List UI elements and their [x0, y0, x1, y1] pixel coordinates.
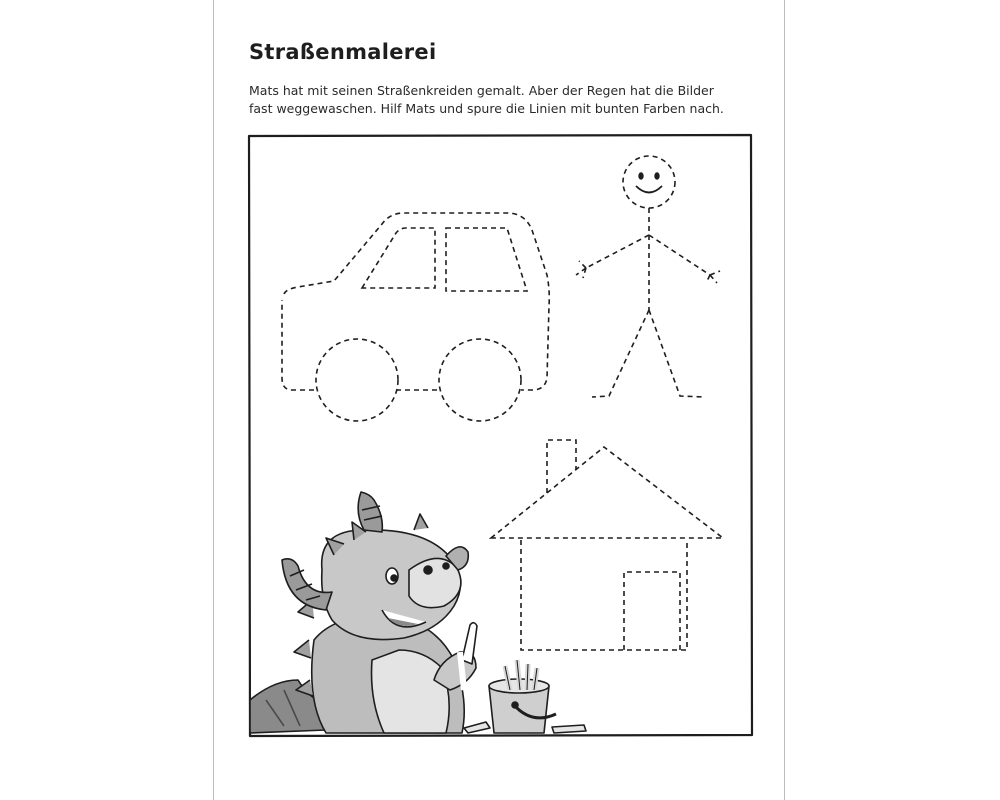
instructions-line-1: Mats hat mit seinen Straßenkreiden gemalt. Aber der Regen hat die Bilder: [249, 83, 714, 98]
instructions-line-2: fast weggewaschen. Hilf Mats und spure die Linien mit bunten Farben nach.: [249, 101, 724, 116]
page-title: Straßenmalerei: [249, 40, 437, 64]
worksheet-page: [213, 0, 785, 800]
drawing-area: [214, 0, 786, 800]
house-tracing[interactable]: [491, 440, 723, 650]
stick-figure-face: [636, 173, 662, 193]
dragon-illustration: [250, 492, 586, 733]
car-tracing[interactable]: [282, 213, 549, 421]
